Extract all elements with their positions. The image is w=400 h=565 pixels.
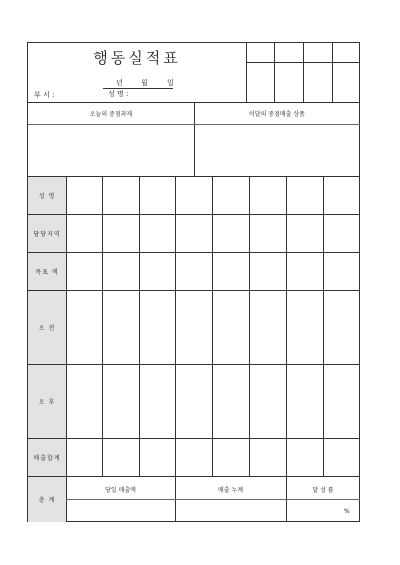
row-label-area: 담당지역 bbox=[28, 215, 66, 252]
row-label-target: 목표 액 bbox=[28, 253, 66, 290]
grid-col-line-1 bbox=[102, 176, 103, 476]
daily-sales-label: 당일 매출액 bbox=[105, 487, 136, 494]
grid-col-line-3 bbox=[175, 176, 176, 522]
today-tasks-area[interactable] bbox=[29, 125, 193, 176]
grid-row-line-1 bbox=[28, 214, 360, 215]
cumulative-sales-label: 매출 누계 bbox=[217, 487, 244, 494]
row-label-morning: 오 전 bbox=[28, 291, 66, 364]
date-month: 월 bbox=[141, 79, 148, 87]
grid-row-line-2 bbox=[28, 252, 360, 253]
row-label-name: 성 명 bbox=[28, 177, 66, 214]
row-label-sales-sum: 매출합계 bbox=[28, 439, 66, 476]
grid-col-line-7 bbox=[323, 176, 324, 476]
grid-row-line-4 bbox=[28, 364, 360, 365]
performance-sheet bbox=[27, 42, 360, 522]
cumulative-sales-field[interactable] bbox=[176, 500, 285, 521]
grid-col-line-5 bbox=[249, 176, 250, 476]
today-tasks-label: 오늘의 중점과제 bbox=[89, 111, 133, 118]
label-column-divider bbox=[66, 176, 67, 522]
grid-col-line-2 bbox=[139, 176, 140, 476]
dept-label: 부 서 : bbox=[34, 91, 55, 99]
row-label-total: 총 계 bbox=[28, 477, 66, 522]
achievement-label: 달 성 률 bbox=[312, 487, 334, 494]
month-products-area[interactable] bbox=[195, 125, 359, 176]
name-label: 성 명 : bbox=[108, 90, 129, 98]
grid-top-line bbox=[28, 176, 360, 177]
percent-sign: % bbox=[344, 508, 350, 515]
grid-row-line-6 bbox=[28, 476, 360, 477]
daily-sales-field[interactable] bbox=[67, 500, 174, 521]
grid-row-line-3 bbox=[28, 290, 360, 291]
date-year: 년 bbox=[116, 79, 123, 87]
grid-col-line-6 bbox=[286, 176, 287, 522]
approval-signature-box[interactable] bbox=[247, 63, 360, 101]
grid-row-line-5 bbox=[28, 438, 360, 439]
page-title: 행동실적표 bbox=[93, 49, 181, 67]
month-products-label: 이달의 중점매출 상품 bbox=[249, 111, 305, 118]
grid-col-line-4 bbox=[212, 176, 213, 476]
date-day: 일 bbox=[167, 79, 174, 87]
row-label-afternoon: 오 후 bbox=[28, 365, 66, 438]
